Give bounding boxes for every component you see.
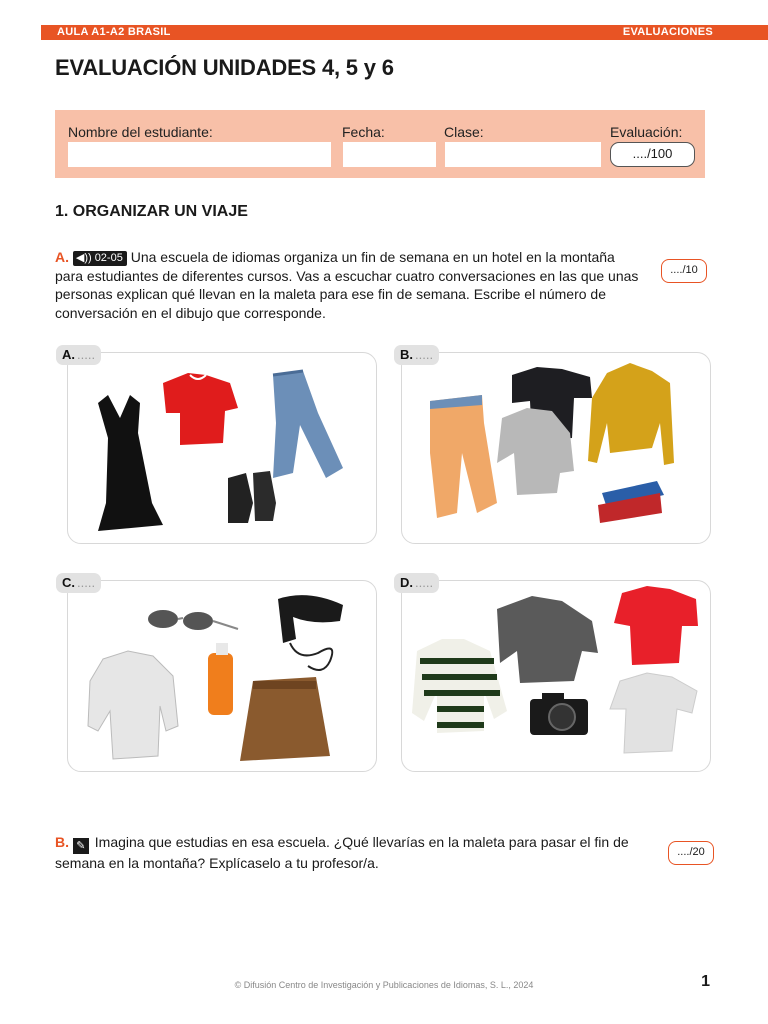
card-a-letter: A.: [62, 347, 75, 362]
card-b-label[interactable]: [394, 345, 439, 365]
part-b-points-box[interactable]: ..../20: [668, 841, 714, 865]
picture-card-d: [400, 575, 711, 772]
page-title: EVALUACIÓN UNIDADES 4, 5 y 6: [55, 55, 394, 80]
copyright-footer: © Difusión Centro de Investigación y Publicaciones de Idiomas, S. L., 2024: [234, 980, 534, 990]
section-title: 1. ORGANIZAR UN VIAJE: [55, 203, 248, 220]
card-d-blank[interactable]: .....: [415, 575, 434, 590]
card-a-label[interactable]: [56, 345, 101, 365]
card-b-letter: B.: [400, 347, 413, 362]
part-a-text: Una escuela de idiomas organiza un fin de semana en un hotel en la montaña para estudiantes de diferentes cursos. Vas a escuchar cuatro conversaciones en las que unas personas explican qué llevan en la maleta para ese fin de semana. Escribe el número de conversación en el dibujo que corresponde.: [55, 249, 639, 321]
part-b-instructions: [55, 833, 640, 873]
evaluation-label: Evaluación:: [610, 124, 683, 140]
part-a-instructions: [55, 248, 640, 322]
class-label: Clase:: [444, 124, 484, 140]
picture-card-b: [400, 347, 711, 544]
card-a-blank[interactable]: .....: [77, 347, 96, 362]
card-b-blank[interactable]: .....: [415, 347, 434, 362]
student-info-box: [55, 110, 705, 178]
part-b-letter: B.: [55, 834, 69, 850]
speaking-person-icon: ✎: [73, 838, 89, 854]
student-name-field[interactable]: [68, 142, 331, 167]
part-a-letter: A.: [55, 249, 69, 265]
clothes-illustration-d: [402, 581, 712, 773]
speaker-icon: ◀)): [75, 252, 92, 264]
card-c-letter: C.: [62, 575, 75, 590]
part-a-points-box[interactable]: ..../10: [661, 259, 707, 283]
evaluation-score-field[interactable]: ..../100: [610, 142, 695, 167]
header-bar: [41, 25, 768, 40]
clothes-illustration-a: [68, 353, 378, 545]
picture-card-c: [62, 575, 377, 772]
name-label: Nombre del estudiante:: [68, 124, 213, 140]
card-c-label[interactable]: [56, 573, 101, 593]
card-c-blank[interactable]: .....: [77, 575, 96, 590]
header-course: AULA A1-A2 BRASIL: [57, 26, 171, 38]
part-b-text: Imagina que estudias en esa escuela. ¿Qué llevarías en la maleta para pasar el fin de semana en la montaña? Explícaselo a tu profesor/a.: [55, 834, 629, 871]
clothes-illustration-c: [68, 581, 378, 773]
clothes-illustration-b: [402, 353, 712, 545]
date-field[interactable]: [343, 142, 436, 167]
card-d-letter: D.: [400, 575, 413, 590]
audio-track-badge[interactable]: [73, 251, 127, 266]
header-section: EVALUACIONES: [622, 26, 713, 38]
date-label: Fecha:: [342, 124, 385, 140]
card-d-label[interactable]: [394, 573, 439, 593]
class-field[interactable]: [445, 142, 601, 167]
page-number: 1: [701, 973, 710, 990]
picture-card-a: [62, 347, 377, 544]
audio-track-number: 02-05: [94, 252, 123, 264]
